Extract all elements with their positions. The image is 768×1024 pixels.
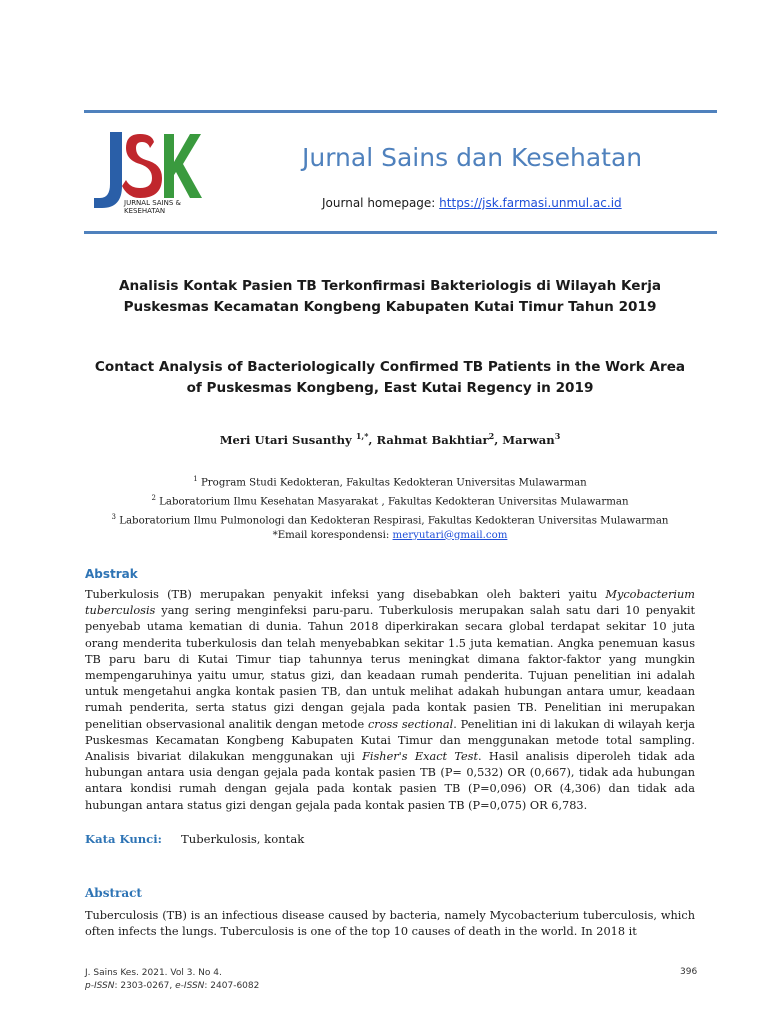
affiliation-3: $^3$ Laboratorium Ilmu Pulmonologi dan Kedokteran Respirasi, Fakultas Kedokteran Universitas Mulawarman bbox=[111, 512, 669, 527]
author-sup: 2 bbox=[488, 431, 495, 441]
affiliations bbox=[40, 472, 740, 543]
author-name: Rahmat Bakhtiar bbox=[376, 432, 489, 447]
author-sup: 3 bbox=[554, 431, 561, 441]
keywords-label: Kata Kunci: bbox=[85, 832, 162, 846]
author-list: Meri Utari Susanthy $^{1,*}$, Rahmat Bakhtiar$^2$, Marwan$^3$ bbox=[219, 431, 561, 447]
abstrak-body: Tuberkulosis (TB) merupakan penyakit infeksi yang disebabkan oleh bakteri yaitu Mycobacterium tuberculosis yang sering menginfeksi paru-paru. Tuberkulosis merupakan salah satu dari 10 penyakit penyebab utama kematian di dunia. Tahun 2018 diperkirakan secara global terdapat sekitar 10 juta orang menderita tuberkulosis dan telah menyebabkan sekitar 1.5 juta kematian. Angka penemuan kasus TB paru baru di Kutai Timur tiap tahunnya terus meningkat dimana faktor-faktor yang mungkin mempengaruhinya yaitu umur, status gizi, dan keadaan rumah penderita. Tujuan penelitian ini adalah untuk mengetahui angka kontak pasien TB, dan untuk melihat adakah hubungan antara umur, keadaan rumah penderita, serta status gizi dengan gejala pada kontak pasien TB. Penelitian ini merupakan penelitian observasional analitik dengan metode cross sectional. Penelitian ini di lakukan di wilayah kerja Puskesmas Kecamatan Kongbeng Kabupaten Kutai Timur dan menggunakan metode total sampling. Analisis bivariat dilakukan menggunakan uji Fisher's Exact Test. Hasil analisis diperoleh tidak ada hubungan antara usia dengan gejala pada kontak pasien TB (P= 0,532) OR (0,667), tidak ada hubungan antara kondisi rumah dengan gejala pada kontak pasien TB (P=0,096) OR (4,306) dan tidak ada hubungan antara status gizi dengan gejala pada kontak pasien TB (P=0,075) OR 6,783. bbox=[85, 588, 695, 812]
author-name: Meri Utari Susanthy bbox=[219, 432, 356, 447]
title-id-line1: Analisis Kontak Pasien TB Terkonfirmasi Bakteriologis di Wilayah Kerja bbox=[118, 278, 662, 294]
logo-subtext-line1: JURNAL SAINS & bbox=[124, 199, 181, 207]
header-bottom-rule bbox=[84, 231, 717, 234]
homepage-label: Journal homepage: bbox=[322, 196, 440, 210]
logo-subtext-line2: KESEHATAN bbox=[124, 207, 166, 215]
journal-homepage bbox=[322, 196, 622, 210]
corresponding-email: *Email korespondensi: meryutari@gmail.com bbox=[272, 529, 508, 541]
article-title-indonesian bbox=[60, 276, 720, 318]
email-link[interactable]: meryutari@gmail.com bbox=[392, 529, 508, 541]
abstract-body: Tuberculosis (TB) is an infectious disease caused by bacteria, namely Mycobacterium tuberculosis, which often infects the lungs. Tuberculosis is one of the top 10 causes of death in the world. In 2018 it bbox=[85, 909, 695, 939]
author-sup: 1,* bbox=[355, 431, 369, 441]
page-number: 396 bbox=[680, 967, 698, 977]
footer-issn: p-ISSN: 2303-0267, e-ISSN: 2407-6082 bbox=[85, 981, 260, 991]
title-en-line2: of Puskesmas Kongbeng, East Kutai Regency in 2019 bbox=[186, 380, 594, 396]
abstrak-heading: Abstrak bbox=[85, 567, 138, 581]
title-id-line2: Puskesmas Kecamatan Kongbeng Kabupaten Kutai Timur Tahun 2019 bbox=[123, 299, 657, 315]
affiliation-2: $^2$ Laboratorium Ilmu Kesehatan Masyarakat , Fakultas Kedokteran Universitas Mulawarman bbox=[151, 493, 629, 508]
affiliation-1: $^1$ Program Studi Kedokteran, Fakultas Kedokteran Universitas Mulawarman bbox=[193, 475, 587, 489]
article-title-english bbox=[60, 357, 720, 399]
author-name: Marwan bbox=[502, 432, 555, 447]
header-top-rule bbox=[84, 110, 717, 113]
keywords-value: Tuberkulosis, kontak bbox=[181, 832, 305, 846]
footer-citation: J. Sains Kes. 2021. Vol 3. No 4. bbox=[85, 968, 222, 978]
title-en-line1: Contact Analysis of Bacteriologically Confirmed TB Patients in the Work Area bbox=[94, 359, 686, 375]
homepage-link[interactable]: https://jsk.farmasi.unmul.ac.id bbox=[439, 196, 622, 210]
page-footer bbox=[85, 967, 259, 993]
abstract-heading: Abstract bbox=[85, 886, 142, 900]
journal-logo bbox=[92, 128, 202, 216]
journal-title: Jurnal Sains dan Kesehatan bbox=[302, 143, 643, 172]
